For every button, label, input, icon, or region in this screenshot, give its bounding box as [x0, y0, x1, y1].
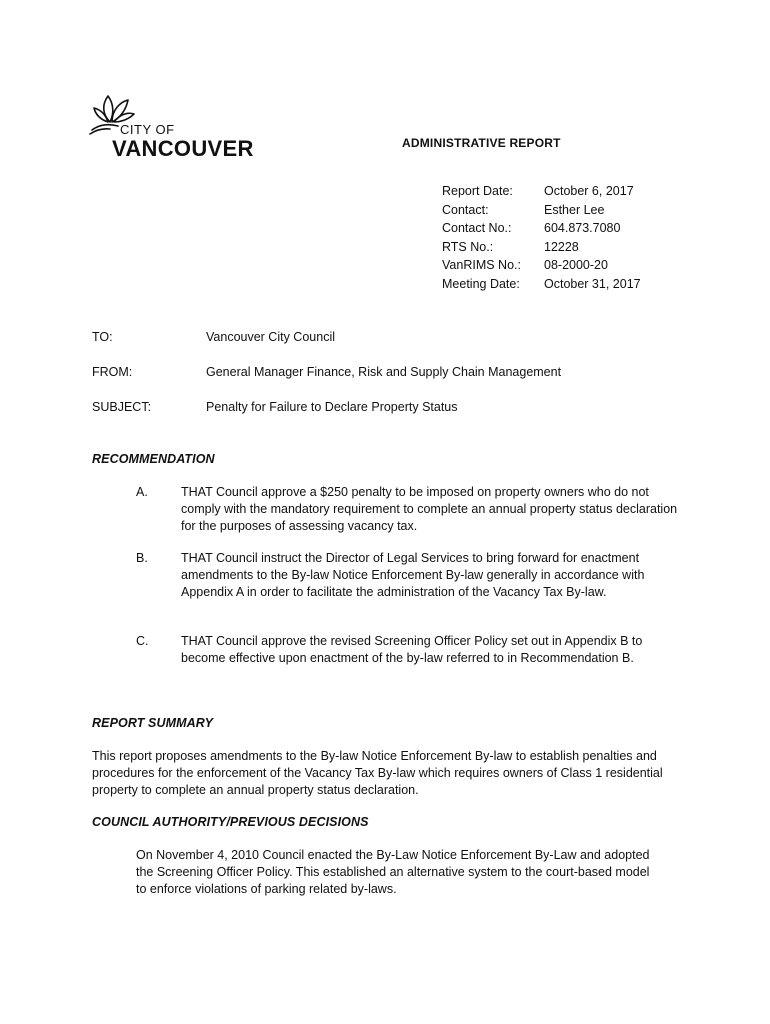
routing-label: SUBJECT: — [92, 400, 152, 414]
report-title: ADMINISTRATIVE REPORT — [402, 136, 561, 150]
council-authority-heading: COUNCIL AUTHORITY/PREVIOUS DECISIONS — [92, 815, 369, 829]
routing-label: FROM: — [92, 365, 133, 379]
meta-label: Contact: — [442, 202, 489, 217]
meta-label: VanRIMS No.: — [442, 258, 521, 273]
recommendation-letter: A. — [136, 485, 148, 499]
meta-value: October 6, 2017 — [544, 184, 634, 198]
report-meta-table — [442, 184, 641, 296]
recommendation-item — [136, 550, 696, 601]
recommendation-letter: B. — [136, 551, 148, 565]
routing-row-to — [92, 330, 561, 365]
meta-value: 604.873.7080 — [544, 221, 621, 236]
meta-row — [442, 258, 641, 277]
meta-value: October 31, 2017 — [544, 276, 641, 291]
logo-vancouver-text: VANCOUVER — [112, 136, 254, 161]
recommendation-heading: RECOMMENDATION — [92, 452, 215, 466]
logo-city-text: CITY OF — [120, 122, 175, 137]
meta-label: Contact No.: — [442, 221, 512, 236]
routing-value: General Manager Finance, Risk and Supply Chain Management — [206, 365, 562, 379]
routing-value: Vancouver City Council — [206, 330, 335, 344]
routing-block — [92, 330, 561, 435]
meta-row — [442, 221, 641, 240]
meta-label: Meeting Date: — [442, 276, 520, 291]
routing-row-subject — [92, 400, 561, 435]
recommendation-item — [136, 484, 696, 535]
recommendation-letter: C. — [136, 634, 149, 648]
meta-row — [442, 203, 641, 222]
report-summary-heading: REPORT SUMMARY — [92, 716, 214, 730]
report-summary-text: This report proposes amendments to the By-law Notice Enforcement By-law to establish penalties and procedures for the enforcement of the Vacancy Tax By-law which requires owners of Class 1 residential property to complete an annual property status declaration. — [92, 749, 663, 797]
meta-value: 12228 — [544, 239, 579, 254]
city-of-vancouver-logo — [88, 92, 268, 162]
recommendation-text: THAT Council approve the revised Screening Officer Policy set out in Appendix B to become effective upon enactment of the by-law referred to in Recommendation B. — [181, 634, 643, 665]
meta-row — [442, 184, 641, 203]
routing-value: Penalty for Failure to Declare Property Status — [206, 400, 458, 414]
recommendation-item — [136, 633, 696, 667]
routing-row-from — [92, 365, 561, 400]
meta-row — [442, 277, 641, 296]
meta-label: Report Date: — [442, 184, 513, 198]
meta-value: Esther Lee — [544, 202, 605, 217]
recommendation-text: THAT Council instruct the Director of Legal Services to bring forward for enactment amendments to the By-law Notice Enforcement By-law generally in accordance with Appendix A in order to facilitate the administration of the Vacancy Tax By-law. — [181, 551, 645, 599]
routing-label: TO: — [92, 330, 113, 344]
recommendation-text: THAT Council approve a $250 penalty to be imposed on property owners who do not comply with the mandatory requirement to complete an annual property status declaration for the purposes of assessing vacancy tax. — [181, 485, 678, 533]
meta-label: RTS No.: — [442, 239, 494, 254]
council-authority-text: On November 4, 2010 Council enacted the By-Law Notice Enforcement By-Law and adopted the Screening Officer Policy. This established an alternative system to the court-based model to enforce violations of parking related by-laws. — [136, 848, 650, 896]
meta-row — [442, 240, 641, 259]
meta-value: 08-2000-20 — [544, 258, 608, 273]
